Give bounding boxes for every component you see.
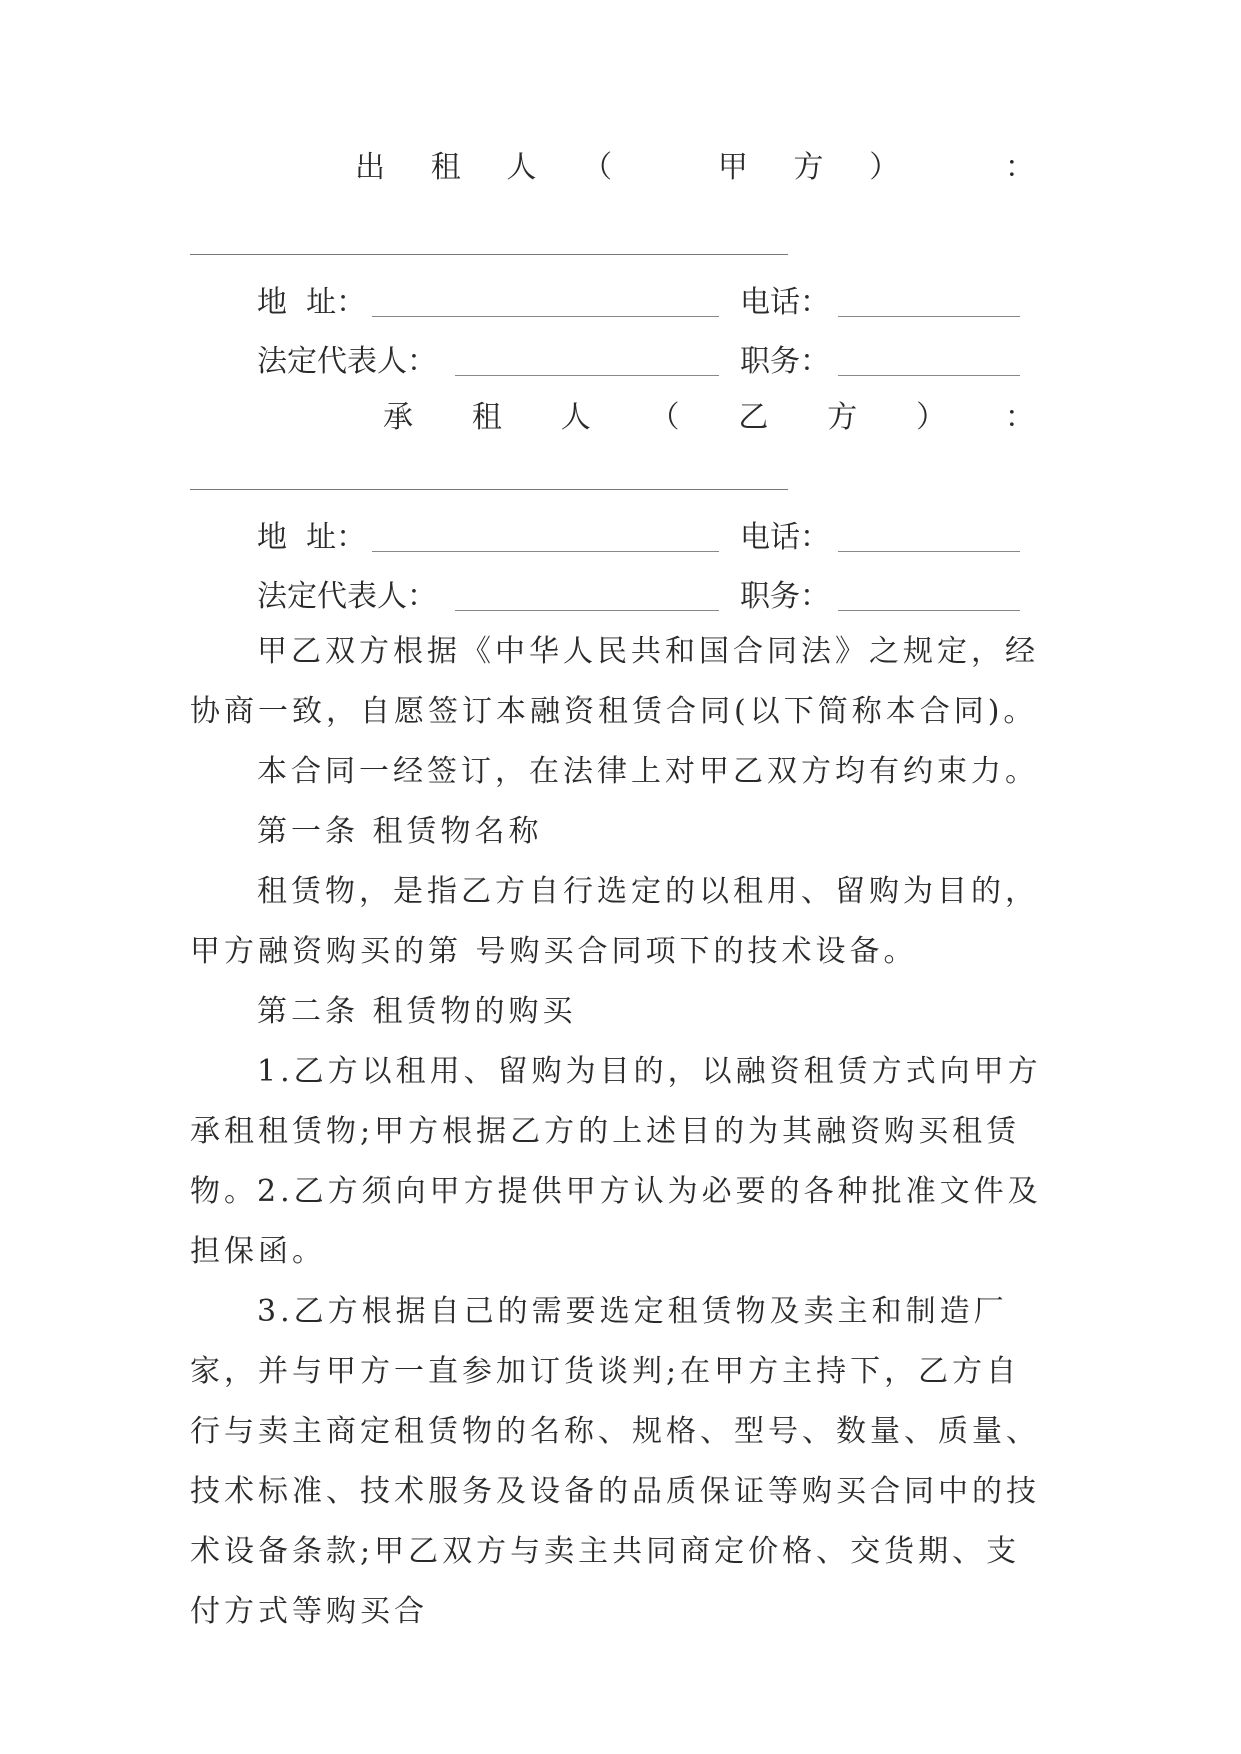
intro-paragraph: 甲乙双方根据《中华人民共和国合同法》之规定，经协商一致，自愿签订本融资租赁合同(以下简称本合同)。 (190, 634, 1039, 729)
lessee-heading-char: 承 (383, 400, 413, 435)
lessee-title-blank (838, 610, 1020, 611)
lessee-rep-blank (455, 610, 719, 611)
lessee-phone-blank (838, 551, 1020, 552)
lessor-heading-char: 人 (506, 150, 537, 185)
article-2-item-1: 1.乙方以租用、留购为目的，以融资租赁方式向甲方承租租赁物;甲方根据乙方的上述目的为其融资购买租赁物。 (190, 1054, 1042, 1209)
lessee-address-blank (372, 551, 719, 552)
lessor-phone-label: 电话： (740, 285, 830, 320)
lessor-title-label: 职务： (740, 344, 830, 379)
article-2-item-3: 3.乙方根据自己的需要选定租赁物及卖主和制造厂家，并与甲方一直参加订货谈判;在甲方主持下，乙方自行与卖主商定租赁物的名称、规格、型号、数量、质量、技术标准、技术服务及设备的品质保证等购买合同中的技术设备条款;甲乙双方与卖主共同商定价格、交货期、支付方式等购买合 (190, 1294, 1040, 1629)
lessee-heading-char: 租 (471, 400, 502, 435)
lessor-address-blank (372, 316, 719, 317)
lessee-heading-char: 乙 (738, 400, 769, 435)
lessor-phone-blank (838, 316, 1020, 317)
lessor-address-label: 地 址： (257, 285, 367, 320)
lessee-heading-char: ： (1004, 400, 1035, 435)
article-2-item-2: 2.乙方须向甲方提供甲方认为必要的各种批准文件及担保函。 (190, 1174, 1042, 1269)
lessor-name-blank (190, 254, 788, 255)
lessee-phone-label: 电话： (740, 520, 830, 555)
lessee-heading (383, 398, 1035, 438)
lessor-heading-char: ） (869, 150, 900, 185)
article-1-heading: 第一条 租赁物名称 (257, 814, 543, 849)
lessee-heading-char: ） (916, 400, 947, 435)
lessor-heading (355, 148, 1035, 188)
lessee-name-blank (190, 489, 788, 490)
lessor-heading-char: 租 (430, 150, 461, 185)
article-1-text: 租赁物，是指乙方自行选定的以租用、留购为目的，甲方融资购买的第 号购买合同项下的技术设备。 (190, 874, 1039, 969)
lessee-rep-label: 法定代表人： (257, 579, 437, 614)
lessee-title-label: 职务： (740, 579, 830, 614)
lessee-heading-char: 人 (560, 400, 591, 435)
lessor-heading-char: （ (582, 150, 613, 185)
lessee-heading-char: 方 (827, 400, 858, 435)
lessor-rep-label: 法定代表人： (257, 344, 437, 379)
lessee-address-label: 地 址： (257, 520, 367, 555)
binding-paragraph: 本合同一经签订，在法律上对甲乙双方均有约束力。 (257, 754, 1039, 789)
article-2-heading: 第二条 租赁物的购买 (257, 994, 577, 1029)
lessor-rep-blank (455, 375, 719, 376)
lessor-heading-char: 方 (793, 150, 824, 185)
lessor-title-blank (838, 375, 1020, 376)
lessor-heading-char: 甲 (717, 150, 748, 185)
lessor-heading-char: ： (1004, 150, 1035, 185)
lessor-heading-char: 出 (355, 150, 385, 185)
lessee-heading-char: （ (649, 400, 680, 435)
